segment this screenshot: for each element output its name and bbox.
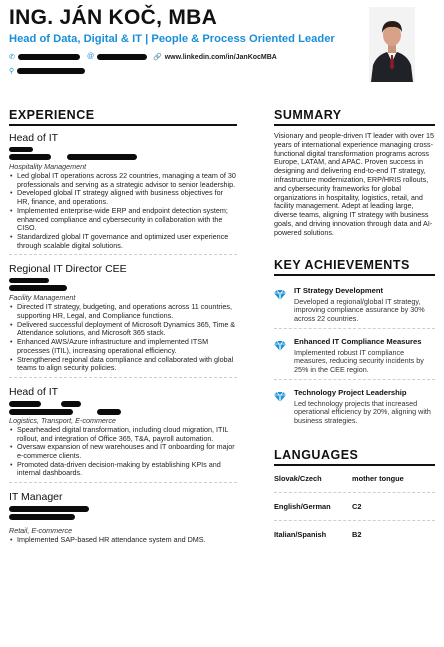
headline: Head of Data, Digital & IT | People & Process Oriented Leader <box>9 33 335 45</box>
phone-contact <box>9 53 80 61</box>
linkedin-contact[interactable] <box>153 53 277 61</box>
bullet-item: • Led global IT operations across 22 countries, managing a team of 30 professionals and serving as a strategic advisor to senior leadership. <box>9 172 237 189</box>
divider <box>9 377 237 378</box>
bullet-item: • Delivered successful deployment of Microsoft Dynamics 365, Time & Attendance solutions, and Microsoft 365 stack. <box>9 321 237 338</box>
link-icon: 🔗 <box>153 54 162 61</box>
divider <box>274 379 435 380</box>
summary-heading: SUMMARY <box>274 108 435 126</box>
achievement-desc: Implemented robust IT compliance measures, reducing security incidents by 25% in the CEE region. <box>294 347 424 375</box>
redacted-email <box>97 54 147 60</box>
divider <box>274 492 435 493</box>
location-icon: ⚲ <box>9 68 15 75</box>
job-bullets <box>9 536 237 545</box>
redacted-company <box>61 401 81 407</box>
job-bullets <box>9 426 237 478</box>
email-icon: @ <box>87 53 95 60</box>
contact-info <box>9 53 359 79</box>
job-entry <box>9 491 237 545</box>
email-contact[interactable] <box>87 53 147 60</box>
diamond-icon <box>274 337 286 375</box>
redacted-phone <box>18 54 80 60</box>
redacted-company <box>9 506 89 512</box>
right-column <box>274 108 435 548</box>
redacted-location <box>67 154 137 160</box>
profile-photo <box>369 7 415 82</box>
languages-heading: LANGUAGES <box>274 448 435 466</box>
redacted-company <box>9 401 41 407</box>
bullet-item: • Strengthened regional data compliance and collaborated with global teams to align security policies. <box>9 356 237 373</box>
language-row <box>274 530 435 548</box>
job-title: Head of IT <box>9 385 59 398</box>
achievement-desc: Developed a regional/global IT strategy, improving compliance assurance by 30% across 22 countries. <box>294 296 425 323</box>
job-sector: Hospitality Management <box>9 162 87 171</box>
job-title: IT Manager <box>9 491 63 504</box>
language-name: Slovak/Czech <box>274 473 322 483</box>
achievement-title: Technology Project Leadership <box>294 387 407 397</box>
achievement-title: IT Strategy Development <box>294 285 384 295</box>
redacted-company <box>9 147 33 152</box>
bullet-item: • Oversaw expansion of new warehouses and IT onboarding for major e-commerce clients. <box>9 443 237 460</box>
bullet-item: • Implemented SAP-based HR attendance system and DMS. <box>9 536 237 545</box>
redacted-location <box>17 68 85 74</box>
summary-text: Visionary and people-driven IT leader with over 15 years of international experience managing cross-functional digital transformation programs across Europe, LATAM, and APAC. Proven success in designing and delivering end-to-end IT strategy, infrastructure modernization, ERP/HRIS rollouts, and cybersecurity frameworks for global organizations in hospitality, logistics, retail, and facility management. Adept at leading large, diverse teams, aligning IT strategy with business goals, and driving innovation through data and AI-powered solutions. <box>274 131 434 237</box>
redacted-company <box>9 278 49 283</box>
candidate-name: ING. JÁN KOČ, MBA <box>9 6 218 29</box>
job-entry <box>9 386 237 478</box>
bullet-item: • Standardized global IT governance and optimized user experience through scalable digital solutions. <box>9 233 237 250</box>
job-meta <box>9 506 237 525</box>
bullet-item: • Promoted data-driven decision-making by establishing KPIs and internal dashboards. <box>9 461 237 478</box>
bullet-item: • Spearheaded digital transformation, including cloud migration, ITIL rollout, and integration of Office 365, T&A, payroll automation. <box>9 426 237 443</box>
achievements-heading: KEY ACHIEVEMENTS <box>274 258 435 276</box>
job-sector: Facility Management <box>9 293 76 303</box>
achievement-item <box>274 337 435 375</box>
redacted-dates <box>9 154 51 160</box>
diamond-icon <box>274 388 286 426</box>
divider <box>274 520 435 521</box>
redacted-location <box>97 409 121 415</box>
achievement-item <box>274 388 435 426</box>
divider <box>274 328 435 329</box>
diamond-icon <box>274 286 286 324</box>
linkedin-url[interactable]: www.linkedin.com/in/JanKocMBA <box>164 53 277 61</box>
job-title: Head of IT <box>9 132 59 144</box>
location-contact <box>9 67 85 75</box>
language-row <box>274 474 435 492</box>
job-meta <box>9 401 237 415</box>
job-entry <box>9 132 237 250</box>
redacted-dates <box>9 514 75 520</box>
language-row <box>274 502 435 520</box>
achievement-item <box>274 286 435 324</box>
experience-heading: EXPERIENCE <box>9 108 237 126</box>
job-sector: Logistics, Transport, E-commerce <box>9 415 116 425</box>
job-bullets <box>9 172 237 250</box>
job-meta <box>9 147 237 161</box>
bullet-item: • Implemented enterprise-wide ERP and endpoint detection system; enhanced compliance and cybersecurity in collaboration with the CISO. <box>9 207 237 233</box>
achievement-title: Enhanced IT Compliance Measures <box>294 336 422 346</box>
language-level: C2 <box>352 501 362 511</box>
achievement-desc: Led technology projects that increased operational efficiency by 20%, aligning with business strategies. <box>294 398 431 426</box>
job-sector: Retail, E-commerce <box>9 526 73 536</box>
bullet-item: • Enhanced AWS/Azure infrastructure and implemented ITSM processes (ITIL), increasing operational efficiency. <box>9 338 237 355</box>
left-column <box>9 108 237 545</box>
redacted-dates <box>9 409 73 415</box>
bullet-item: • Directed IT strategy, budgeting, and operations across 11 countries, supporting HR, Legal, and Compliance functions. <box>9 303 237 320</box>
divider <box>9 254 237 255</box>
phone-icon: ✆ <box>9 54 15 61</box>
language-level: B2 <box>352 529 362 539</box>
job-meta <box>9 278 237 292</box>
job-title: Regional IT Director CEE <box>9 263 127 276</box>
language-name: Italian/Spanish <box>274 529 327 539</box>
language-name: English/German <box>274 501 331 511</box>
bullet-item: • Developed global IT strategy aligned with business objectives for HR, finance, and operations. <box>9 189 237 206</box>
job-entry <box>9 263 237 373</box>
language-level: mother tongue <box>352 473 404 483</box>
divider <box>9 482 237 483</box>
job-bullets <box>9 303 237 373</box>
redacted-dates <box>9 285 67 291</box>
